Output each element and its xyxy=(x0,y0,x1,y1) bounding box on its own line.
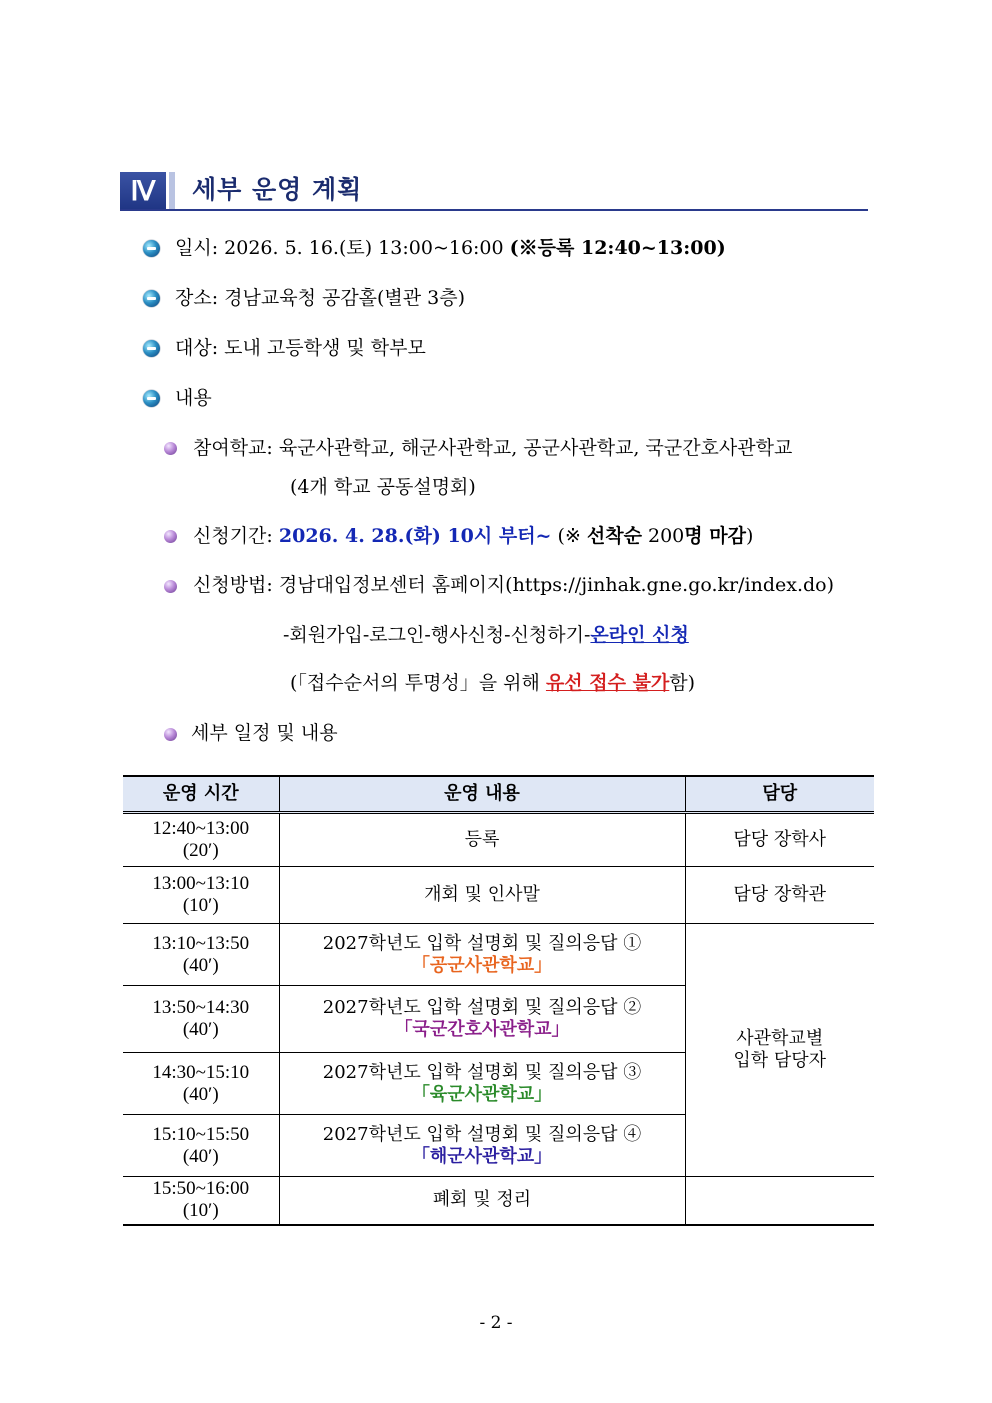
session-title: 2027학년도 입학 설명회 및 질의응답 ③ xyxy=(322,1061,642,1083)
content-cell xyxy=(279,1053,685,1115)
content-cell xyxy=(279,986,685,1053)
owner-cell-merged xyxy=(685,924,874,1177)
schools-value: 육군사관학교, 해군사관학교, 공군사관학교, 국군간호사관학교 xyxy=(278,437,793,459)
item-date-text: 일시: 2026. 5. 16.(토) 13:00~16:00 xyxy=(175,237,504,259)
school-name: 「해군사관학교」 xyxy=(411,1145,553,1167)
bullet-icon xyxy=(143,240,160,257)
method-label: 신청방법: xyxy=(193,574,273,596)
time-range: 13:10~13:50 xyxy=(152,932,250,954)
time-range: 14:30~15:10 xyxy=(152,1061,250,1083)
method-value: 경남대입정보센터 홈페이지(https://jinhak.gne.go.kr/index.do) xyxy=(278,574,834,596)
content-cell xyxy=(279,924,685,986)
bullet-icon xyxy=(143,340,160,357)
table-row xyxy=(123,867,874,924)
session-title: 2027학년도 입학 설명회 및 질의응답 ① xyxy=(322,932,642,954)
time-range: 12:40~13:00 xyxy=(152,818,250,839)
online-apply-link[interactable]: 온라인 신청 xyxy=(590,624,689,646)
sub-bullet-icon xyxy=(164,580,177,593)
duration: (10′) xyxy=(182,1200,219,1222)
duration: (40′) xyxy=(182,1145,219,1167)
method-line xyxy=(193,572,834,598)
page-number: - 2 - xyxy=(479,1313,513,1333)
bullet-icon xyxy=(143,390,160,407)
schools-label: 참여학교: xyxy=(193,437,273,459)
table-row xyxy=(123,924,874,986)
owner-line1: 사관학교별 xyxy=(736,1028,824,1049)
method-note-post: 함) xyxy=(669,672,696,694)
time-range: 15:10~15:50 xyxy=(152,1123,250,1145)
time-cell xyxy=(123,1115,279,1177)
session-title: 2027학년도 입학 설명회 및 질의응답 ④ xyxy=(322,1123,642,1145)
item-content: 내용 xyxy=(175,387,212,409)
period-note-first-come: 선착순 xyxy=(586,525,642,547)
owner-cell-empty xyxy=(685,1177,874,1225)
sub-bullet-icon xyxy=(164,442,177,455)
time-cell xyxy=(123,1053,279,1115)
method-note-pre: (「접수순서의 투명성」을 위해 xyxy=(290,672,546,694)
period-note-close: ) xyxy=(745,525,754,547)
owner-cell: 담당 장학사 xyxy=(685,813,874,867)
schools-note: (4개 학교 공동설명회) xyxy=(290,476,476,498)
section-title: 세부 운영 계획 xyxy=(192,175,363,204)
time-range: 13:50~14:30 xyxy=(152,997,250,1018)
duration: (20′) xyxy=(182,840,219,861)
method-note-line xyxy=(290,670,695,696)
period-line xyxy=(193,523,753,549)
item-date-note: (※등록 12:40~13:00) xyxy=(509,237,726,259)
duration: (10′) xyxy=(182,895,219,916)
duration: (40′) xyxy=(182,1083,219,1105)
duration: (40′) xyxy=(182,1019,219,1040)
period-value: 2026. 4. 28.(화) 10시 부터~ xyxy=(278,525,552,547)
section-number-badge: Ⅳ xyxy=(120,172,166,210)
header-content: 운영 내용 xyxy=(279,776,685,813)
school-name: 「육군사관학교」 xyxy=(411,1083,553,1105)
sub-bullet-icon xyxy=(164,728,177,741)
time-range: 13:00~13:10 xyxy=(152,873,250,894)
method-steps: -회원가입-로그인-행사신청-신청하기- xyxy=(283,624,591,646)
schedule-table xyxy=(123,775,874,1226)
owner-line2: 입학 담당자 xyxy=(733,1050,827,1071)
table-header-row xyxy=(123,776,874,813)
table-row xyxy=(123,813,874,867)
school-name: 「국군간호사관학교」 xyxy=(394,1019,570,1040)
item-target: 대상: 도내 고등학생 및 학부모 xyxy=(175,337,426,359)
content-cell: 등록 xyxy=(279,813,685,867)
time-cell xyxy=(123,1177,279,1225)
time-range: 15:50~16:00 xyxy=(152,1178,250,1200)
sub-bullet-icon xyxy=(164,530,177,543)
method-steps-line xyxy=(283,622,689,648)
schedule-label: 세부 일정 및 내용 xyxy=(191,722,338,744)
content-cell xyxy=(279,1115,685,1177)
time-cell xyxy=(123,924,279,986)
content-cell: 폐회 및 정리 xyxy=(279,1177,685,1225)
bullet-icon xyxy=(143,290,160,307)
time-cell xyxy=(123,813,279,867)
header-owner: 담당 xyxy=(685,776,874,813)
schools-line xyxy=(193,435,792,461)
content-cell: 개회 및 인사말 xyxy=(279,867,685,924)
header-time: 운영 시간 xyxy=(123,776,279,813)
time-cell xyxy=(123,986,279,1053)
period-label: 신청기간: xyxy=(193,525,273,547)
section-underline xyxy=(120,209,868,211)
period-note-count: 200 xyxy=(641,525,685,547)
period-note-closing: 명 마감 xyxy=(684,525,746,547)
duration: (40′) xyxy=(182,954,219,976)
school-name: 「공군사관학교」 xyxy=(411,954,553,976)
session-title: 2027학년도 입학 설명회 및 질의응답 ② xyxy=(322,997,642,1018)
time-cell xyxy=(123,867,279,924)
item-place: 장소: 경남교육청 공감홀(별관 3층) xyxy=(175,287,466,309)
item-date xyxy=(175,235,726,261)
method-note-warning: 유선 접수 불가 xyxy=(545,672,670,694)
table-row xyxy=(123,1177,874,1225)
owner-cell: 담당 장학관 xyxy=(685,867,874,924)
section-accent-bar xyxy=(169,172,175,210)
period-note-open: (※ xyxy=(557,525,587,547)
